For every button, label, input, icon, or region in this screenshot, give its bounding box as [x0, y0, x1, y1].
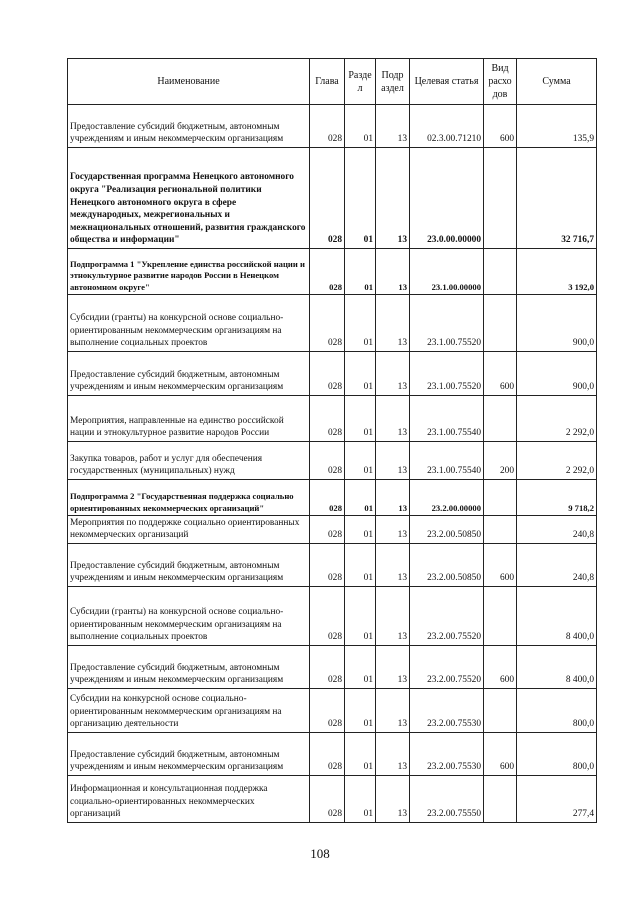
row-name: Предоставление субсидий бюджетным, автономным учреждениям и иным некоммерческим организациям: [68, 105, 310, 148]
row-podrazdel: 13: [376, 295, 410, 352]
row-name: Субсидии (гранты) на конкурсной основе социально-ориентированным некоммерческим организациям на выполнение социальных проектов: [68, 295, 310, 352]
header-name: Наименование: [68, 59, 310, 105]
table-row: [68, 148, 597, 249]
row-razdel: 01: [345, 733, 376, 776]
row-glava: 028: [310, 587, 345, 646]
row-razdel: 01: [345, 480, 376, 516]
row-razdel: 01: [345, 587, 376, 646]
table-row: [68, 733, 597, 776]
row-summa: 2 292,0: [517, 442, 597, 480]
row-name: Государственная программа Ненецкого автономного округа "Реализация региональной политики Ненецкого автономного округа в сфере международных, межрегиональных и межнациональных отношений, развития гражданского общества и информации": [68, 148, 310, 249]
header-podrazdel: Подр аздел: [376, 59, 410, 105]
row-vid: 600: [484, 352, 517, 396]
row-podrazdel: 13: [376, 442, 410, 480]
row-podrazdel: 13: [376, 646, 410, 689]
row-glava: 028: [310, 689, 345, 733]
row-name: Предоставление субсидий бюджетным, автономным учреждениям и иным некоммерческим организациям: [68, 646, 310, 689]
row-name: Мероприятия по поддержке социально ориентированных некоммерческих организаций: [68, 516, 310, 544]
row-razdel: 01: [345, 105, 376, 148]
table-row: [68, 689, 597, 733]
row-summa: 8 400,0: [517, 587, 597, 646]
row-podrazdel: 13: [376, 249, 410, 295]
row-glava: 028: [310, 352, 345, 396]
row-summa: 240,8: [517, 516, 597, 544]
table-row: [68, 105, 597, 148]
table-row: [68, 295, 597, 352]
row-podrazdel: 13: [376, 516, 410, 544]
row-vid: 600: [484, 105, 517, 148]
row-name: Субсидии (гранты) на конкурсной основе социально-ориентированным некоммерческим организациям на выполнение социальных проектов: [68, 587, 310, 646]
header-statya: Целевая статья: [410, 59, 484, 105]
row-statya: 23.2.00.75520: [410, 646, 484, 689]
row-statya: 23.2.00.75520: [410, 587, 484, 646]
row-vid: [484, 776, 517, 823]
table-row: [68, 516, 597, 544]
page-number: 108: [310, 846, 330, 861]
row-summa: 900,0: [517, 295, 597, 352]
row-glava: 028: [310, 442, 345, 480]
row-statya: 23.2.00.50850: [410, 516, 484, 544]
row-name: Подпрограмма 2 "Государственная поддержка социально ориентированных некоммерческих организаций": [68, 480, 310, 516]
row-name: Закупка товаров, работ и услуг для обеспечения государственных (муниципальных) нужд: [68, 442, 310, 480]
row-statya: 23.2.00.75550: [410, 776, 484, 823]
budget-table: [67, 58, 597, 823]
row-glava: 028: [310, 544, 345, 587]
row-statya: 23.2.00.00000: [410, 480, 484, 516]
header-row: [68, 59, 597, 105]
row-podrazdel: 13: [376, 105, 410, 148]
row-summa: 277,4: [517, 776, 597, 823]
row-podrazdel: 13: [376, 352, 410, 396]
table-row: [68, 544, 597, 587]
row-vid: 600: [484, 544, 517, 587]
table-row: [68, 776, 597, 823]
row-razdel: 01: [345, 352, 376, 396]
row-statya: 23.1.00.75540: [410, 442, 484, 480]
row-razdel: 01: [345, 544, 376, 587]
row-vid: [484, 148, 517, 249]
row-summa: 135,9: [517, 105, 597, 148]
row-razdel: 01: [345, 396, 376, 442]
row-vid: [484, 249, 517, 295]
header-vid: Вид расхо дов: [484, 59, 517, 105]
row-podrazdel: 13: [376, 480, 410, 516]
row-name: Подпрограмма 1 "Укрепление единства российской нации и этнокультурное развитие народов России в Ненецком автономном округе": [68, 249, 310, 295]
row-statya: 23.2.00.75530: [410, 689, 484, 733]
row-podrazdel: 13: [376, 776, 410, 823]
row-razdel: 01: [345, 295, 376, 352]
row-summa: 3 192,0: [517, 249, 597, 295]
row-razdel: 01: [345, 249, 376, 295]
table-row: [68, 396, 597, 442]
row-summa: 2 292,0: [517, 396, 597, 442]
row-podrazdel: 13: [376, 544, 410, 587]
table-row: [68, 587, 597, 646]
row-glava: 028: [310, 480, 345, 516]
header-glava: Глава: [310, 59, 345, 105]
row-summa: 900,0: [517, 352, 597, 396]
row-vid: [484, 516, 517, 544]
row-summa: 32 716,7: [517, 148, 597, 249]
row-statya: 23.0.00.00000: [410, 148, 484, 249]
row-statya: 23.2.00.75530: [410, 733, 484, 776]
row-vid: [484, 480, 517, 516]
row-glava: 028: [310, 396, 345, 442]
row-summa: 800,0: [517, 689, 597, 733]
row-razdel: 01: [345, 148, 376, 249]
row-statya: 23.1.00.00000: [410, 249, 484, 295]
table-row: [68, 646, 597, 689]
row-name: Предоставление субсидий бюджетным, автономным учреждениям и иным некоммерческим организациям: [68, 544, 310, 587]
row-podrazdel: 13: [376, 396, 410, 442]
row-podrazdel: 13: [376, 148, 410, 249]
row-glava: 028: [310, 516, 345, 544]
row-vid: 200: [484, 442, 517, 480]
table-row: [68, 352, 597, 396]
row-summa: 8 400,0: [517, 646, 597, 689]
row-podrazdel: 13: [376, 689, 410, 733]
row-razdel: 01: [345, 646, 376, 689]
row-name: Субсидии на конкурсной основе социально-ориентированным некоммерческим организациям на организацию деятельности: [68, 689, 310, 733]
row-summa: 800,0: [517, 733, 597, 776]
row-statya: 23.2.00.50850: [410, 544, 484, 587]
row-name: Предоставление субсидий бюджетным, автономным учреждениям и иным некоммерческим организациям: [68, 733, 310, 776]
row-statya: 23.1.00.75520: [410, 352, 484, 396]
table-row: [68, 480, 597, 516]
row-glava: 028: [310, 105, 345, 148]
row-vid: [484, 689, 517, 733]
row-summa: 9 718,2: [517, 480, 597, 516]
row-podrazdel: 13: [376, 587, 410, 646]
row-glava: 028: [310, 249, 345, 295]
row-statya: 23.1.00.75540: [410, 396, 484, 442]
table-row: [68, 442, 597, 480]
row-vid: [484, 295, 517, 352]
row-name: Мероприятия, направленные на единство российской нации и этнокультурное развитие народов России: [68, 396, 310, 442]
row-vid: 600: [484, 646, 517, 689]
row-name: Информационная и консультационная поддержка социально-ориентированных некоммерческих организаций: [68, 776, 310, 823]
row-razdel: 01: [345, 516, 376, 544]
row-vid: [484, 587, 517, 646]
header-razdel: Разде л: [345, 59, 376, 105]
row-razdel: 01: [345, 442, 376, 480]
row-razdel: 01: [345, 776, 376, 823]
row-vid: [484, 396, 517, 442]
row-name: Предоставление субсидий бюджетным, автономным учреждениям и иным некоммерческим организациям: [68, 352, 310, 396]
row-glava: 028: [310, 776, 345, 823]
row-glava: 028: [310, 148, 345, 249]
row-vid: 600: [484, 733, 517, 776]
header-summa: Сумма: [517, 59, 597, 105]
row-glava: 028: [310, 295, 345, 352]
row-summa: 240,8: [517, 544, 597, 587]
row-podrazdel: 13: [376, 733, 410, 776]
row-glava: 028: [310, 646, 345, 689]
row-glava: 028: [310, 733, 345, 776]
row-razdel: 01: [345, 689, 376, 733]
row-statya: 02.3.00.71210: [410, 105, 484, 148]
table-row: [68, 249, 597, 295]
row-statya: 23.1.00.75520: [410, 295, 484, 352]
